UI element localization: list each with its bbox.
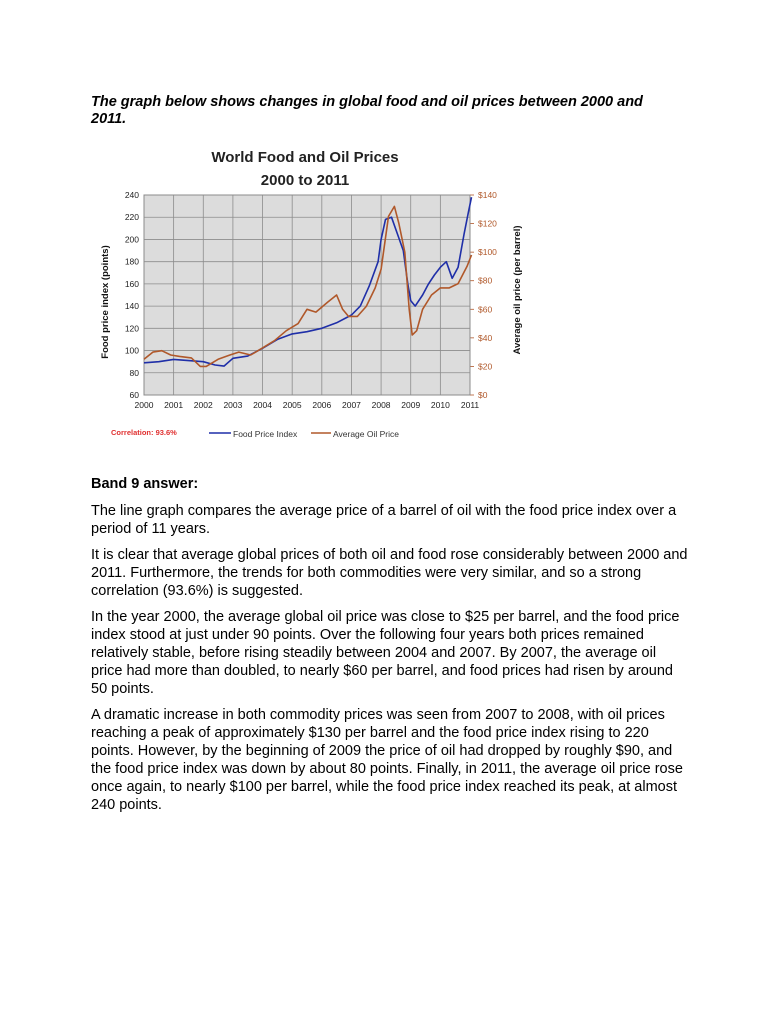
y2-tick-label: $0	[478, 390, 488, 400]
y2-tick-label: $140	[478, 190, 497, 200]
legend-food-label: Food Price Index	[233, 429, 298, 439]
y-tick-label: 180	[124, 256, 139, 267]
answer-paragraph-1: The line graph compares the average price of a barrel of oil with the food price index over a period of 11 years.	[91, 503, 677, 537]
answer-section	[91, 475, 691, 822]
y-tick-label: 60	[129, 390, 139, 400]
y-tick-label: 120	[124, 323, 139, 334]
y2-tick-label: $120	[478, 218, 497, 229]
x-tick-label: 2000	[134, 400, 154, 410]
x-tick-label: 2009	[401, 400, 421, 410]
x-tick-label: 2010	[430, 400, 450, 410]
x-tick-label: 2004	[253, 400, 273, 410]
y-tick-label: 100	[124, 345, 139, 356]
y-tick-label: 80	[129, 367, 139, 378]
answer-paragraph-4: A dramatic increase in both commodity prices was seen from 2007 to 2008, with oil prices reaching a peak of approximately $130 per barrel and the food price index rising to 220 points. However, by the beginning of 2009 the price of oil had dropped by roughly $90, and the food price index was down by about 80 points. Finally, in 2011, the average oil price rose once again, to nearly $100 per barrel, while the food price index reached its peak, at almost 240 points.	[91, 707, 683, 813]
answer-heading: Band 9 answer:	[91, 476, 199, 492]
chart-svg	[96, 140, 536, 446]
legend-oil-label: Average Oil Price	[333, 429, 399, 439]
y-tick-label: 140	[124, 301, 139, 312]
chart	[96, 140, 536, 446]
x-tick-label: 2002	[193, 400, 213, 410]
answer-paragraph-2: It is clear that average global prices of both oil and food rose considerably between 2000 and 2011. Furthermore, the trends for both commodities were very similar, and so a strong correlation (93.6%) is suggested.	[91, 547, 688, 599]
plot-area	[144, 195, 470, 395]
answer-paragraph-3: In the year 2000, the average global oil price was close to $25 per barrel, and the food price index stood at just under 90 points. Over the following four years both prices remained relatively stable, before rising steadily between 2004 and 2007. By 2007, the average oil price had more than doubled, to nearly $60 per barrel, and food prices had risen by around 50 points.	[91, 609, 680, 697]
x-tick-label: 2003	[223, 400, 243, 410]
y2-tick-label: $40	[478, 332, 493, 343]
x-tick-label: 2008	[371, 400, 391, 410]
y2-tick-label: $60	[478, 304, 493, 315]
correlation-label: Correlation: 93.6%	[111, 428, 177, 437]
y2-tick-label: $100	[478, 247, 497, 258]
x-tick-label: 2005	[282, 400, 302, 410]
x-tick-label: 2007	[341, 400, 361, 410]
y2-axis-label: Average oil price (per barrel)	[512, 225, 523, 355]
y-tick-label: 160	[124, 278, 139, 289]
y2-tick-label: $80	[478, 275, 493, 286]
intro-text: The graph below shows changes in global food and oil prices between 2000 and 2011.	[91, 94, 643, 127]
y-tick-label: 240	[124, 190, 139, 200]
y2-tick-label: $20	[478, 361, 493, 372]
x-tick-label: 2011	[460, 400, 480, 410]
chart-title: World Food and Oil Prices	[211, 149, 399, 166]
x-tick-label: 2001	[164, 400, 184, 410]
chart-subtitle: 2000 to 2011	[260, 172, 350, 189]
y-axis-label: Food price index (points)	[100, 245, 111, 359]
y-tick-label: 220	[124, 212, 139, 223]
x-tick-label: 2006	[312, 400, 332, 410]
y-tick-label: 200	[124, 234, 139, 245]
